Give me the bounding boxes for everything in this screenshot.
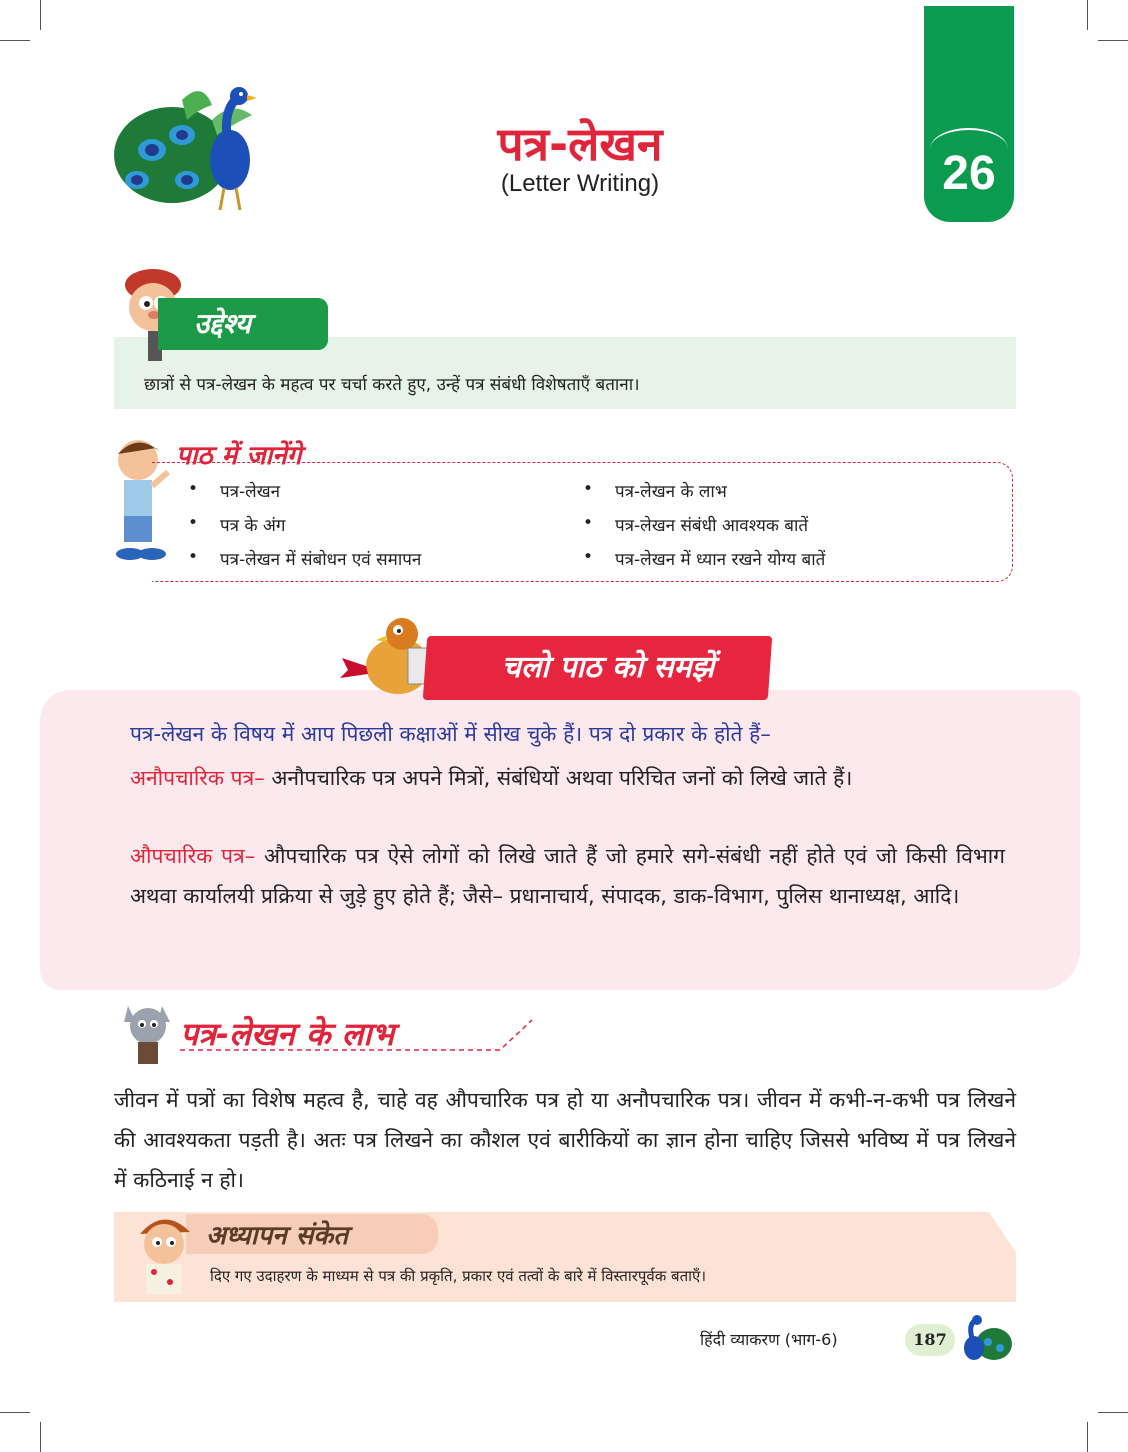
learn-item: • पत्र के अंग — [220, 513, 285, 536]
chapter-title: पत्र-लेखन — [497, 117, 663, 171]
objective-label: उद्देश्य — [194, 307, 252, 340]
learn-item: • पत्र-लेखन में संबोधन एवं समापन — [220, 547, 421, 570]
formal-letter-label: औपचारिक पत्र– — [130, 844, 256, 868]
lesson-banner-text: चलो पाठ को समझें — [501, 650, 715, 685]
crop-mark — [40, 1422, 41, 1452]
learn-item: • पत्र-लेखन संबंधी आवश्यक बातें — [615, 513, 808, 536]
objective-label-tag — [158, 298, 328, 350]
intro-line: पत्र-लेखन के विषय में आप पिछली कक्षाओं में सीख चुके हैं। पत्र दो प्रकार के होते हैं– — [130, 722, 771, 746]
page-number: 187 — [905, 1324, 955, 1356]
crop-mark — [1087, 1422, 1088, 1452]
benefits-heading: पत्र-लेखन के लाभ — [180, 1015, 395, 1053]
objective-text: छात्रों से पत्र-लेखन के महत्व पर चर्चा करते हुए, उन्हें पत्र संबंधी विशेषताएँ बताना। — [144, 375, 640, 395]
informal-letter-label: अनौपचारिक पत्र– — [130, 766, 265, 790]
formal-letter-text: औपचारिक पत्र ऐसे लोगों को लिखे जाते हैं जो हमारे सगे-संबंधी नहीं होते एवं जो किसी विभाग अथवा कार्यालयी प्रक्रिया से जुड़े हुए होते हैं; जैसे– प्रधानाचार्य, संपादक, डाक-विभाग, पुलिस थानाध्यक्ष, आदि। — [130, 844, 1005, 908]
learn-item: • पत्र-लेखन — [220, 479, 280, 502]
book-title: हिंदी व्याकरण (भाग-6) — [700, 1330, 838, 1349]
benefits-text: जीवन में पत्रों का विशेष महत्व है, चाहे वह औपचारिक पत्र हो या अनौपचारिक पत्र। जीवन में कभी-न-कभी पत्र लिखने की आवश्यकता पड़ती है। अतः पत्र लिखने का कौशल एवं बारीकियों का ज्ञान होना चाहिए जिससे भविष्य में पत्र लिखने में कठिनाई न हो। — [114, 1088, 1016, 1192]
peacock-illustration — [112, 80, 282, 215]
heading-underline — [180, 1014, 540, 1054]
chapter-subtitle: (Letter Writing) — [500, 170, 660, 197]
teaching-hint-label: अध्यापन संकेत — [206, 1221, 349, 1251]
crop-mark — [40, 0, 41, 30]
teaching-hint-text: दिए गए उदाहरण के माध्यम से पत्र की प्रकृति, प्रकार एवं तत्वों के बारे में विस्तारपूर्वक बताएँ। — [210, 1267, 707, 1285]
crop-mark — [1087, 0, 1088, 30]
crop-mark — [1098, 1412, 1128, 1413]
crop-mark — [1098, 40, 1128, 41]
crop-mark — [0, 40, 30, 41]
informal-letter-paragraph — [130, 758, 1005, 798]
learn-heading: पाठ में जानेंगे — [176, 441, 302, 471]
chapter-tab — [924, 6, 1014, 222]
crop-mark — [0, 1412, 30, 1413]
teacher-boy-illustration — [132, 1212, 198, 1296]
chapter-number: 26 — [942, 147, 996, 200]
cat-mascot-illustration — [118, 996, 178, 1070]
small-peacock-icon — [956, 1314, 1012, 1366]
learn-item: • पत्र-लेखन में ध्यान रखने योग्य बातें — [615, 547, 825, 570]
learn-item: • पत्र-लेखन के लाभ — [615, 479, 727, 502]
teaching-hint-tag — [186, 1214, 438, 1254]
informal-letter-text: अनौपचारिक पत्र अपने मित्रों, संबंधियों अथवा परिचित जनों को लिखे जाते हैं। — [264, 766, 853, 790]
formal-letter-paragraph — [130, 836, 1005, 916]
